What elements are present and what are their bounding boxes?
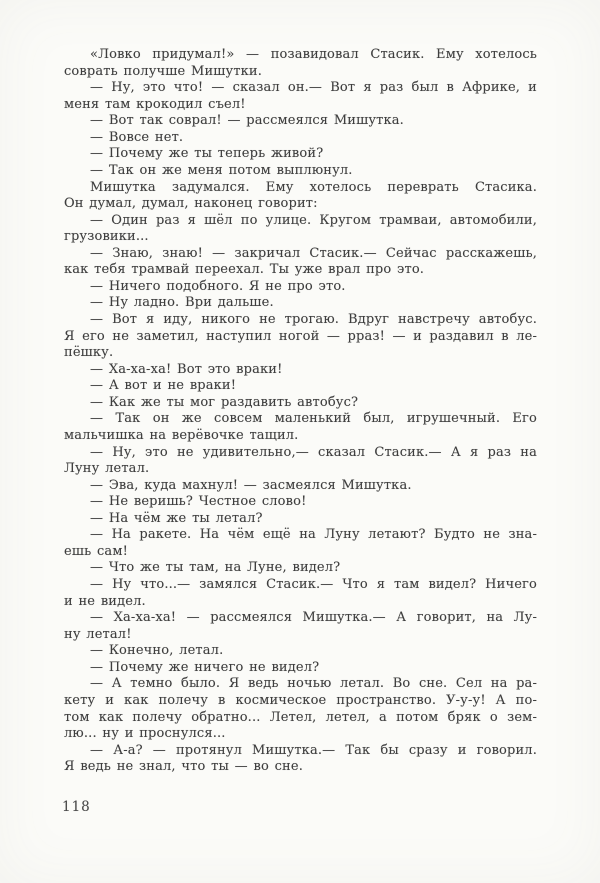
text-line: Он думал, думал, наконец говорит: xyxy=(64,196,318,212)
text-line: Мишутка задумался. Ему хотелось переврать Стасика. xyxy=(90,179,537,195)
page-text xyxy=(64,47,537,776)
text-line: том как полечу обратно... Летел, летел, а потом бряк о зем- xyxy=(64,709,537,725)
text-line: — Вот я иду, никого не трогаю. Вдруг навстречу автобус. xyxy=(90,312,537,327)
text-line: — Ну, это не удивительно,— сказал Стасик.— А я раз на xyxy=(90,444,537,460)
text-line: — Не веришь? Честное слово! xyxy=(90,494,307,510)
text-line: и не видел. xyxy=(64,593,146,609)
page-number: 118 xyxy=(62,799,91,815)
text-line: — А-а? — протянул Мишутка.— Так бы сразу и говорил. xyxy=(90,742,537,758)
text-line: меня там крокодил съел! xyxy=(64,96,246,112)
text-line: — Эва, куда махнул! — засмеялся Мишутка. xyxy=(90,477,412,493)
text-line: Луну летал. xyxy=(64,461,150,477)
text-line: Я ведь не знал, что ты — во сне. xyxy=(64,759,303,775)
text-line: пёшку. xyxy=(64,345,114,361)
text-line: — Так он же меня потом выплюнул. xyxy=(90,162,353,178)
text-line: ешь сам! xyxy=(64,543,128,559)
text-line: соврать получше Мишутки. xyxy=(64,63,263,79)
text-line: Я его не заметил, наступил ногой — рраз! — и раздавил в ле- xyxy=(64,328,537,344)
text-line: — Один раз я шёл по улице. Кругом трамваи, автомобили, xyxy=(90,212,537,228)
text-line: лю... ну и проснулся... xyxy=(64,726,226,742)
text-line: — Ничего подобного. Я не про это. xyxy=(90,278,346,294)
text-line: ну летал! xyxy=(64,626,132,642)
text-line: — Вот так соврал! — рассмеялся Мишутка. xyxy=(90,113,404,129)
text-line: мальчишка на верёвочке тащил. xyxy=(64,427,299,443)
text-line: кету и как полечу в космическое пространство. У-у-у! А по- xyxy=(64,692,537,708)
text-line: — Ну ладно. Ври дальше. xyxy=(90,295,274,311)
text-line: — Ха-ха-ха! Вот это враки! xyxy=(90,361,283,377)
text-line: — А вот и не враки! xyxy=(90,378,237,394)
text-line: — Ну, это что! — сказал он.— Вот я раз был в Африке, и xyxy=(90,80,537,96)
text-line: как тебя трамвай переехал. Ты уже врал про это. xyxy=(64,262,425,278)
text-line: — На чём же ты летал? xyxy=(90,510,263,526)
text-line: — Знаю, знаю! — закричал Стасик.— Сейчас расскажешь, xyxy=(90,245,537,261)
text-line: — Почему же ты теперь живой? xyxy=(90,146,324,162)
text-line: — Почему же ничего не видел? xyxy=(90,659,320,675)
text-line: — Конечно, летал. xyxy=(90,643,224,659)
text-line: — Вовсе нет. xyxy=(90,129,184,145)
text-line: грузовики... xyxy=(64,229,149,245)
text-line: — Ну что...— замялся Стасик.— Что я там видел? Ничего xyxy=(90,577,537,592)
text-line: — Ха-ха-ха! — рассмеялся Мишутка.— А говорит, на Лу- xyxy=(90,610,537,626)
text-line: — Как же ты мог раздавить автобус? xyxy=(90,394,359,410)
text-line: — Так он же совсем маленький был, игрушечный. Его xyxy=(90,411,537,427)
text-line: — На ракете. На чём ещё на Луну летают? Будто не зна- xyxy=(90,527,537,543)
text-line: «Ловко придумал!» — позавидовал Стасик. Ему хотелось xyxy=(90,47,537,62)
text-line: — А темно было. Я ведь ночью летал. Во сне. Сел на ра- xyxy=(90,676,537,692)
text-line: — Что же ты там, на Луне, видел? xyxy=(90,560,341,576)
